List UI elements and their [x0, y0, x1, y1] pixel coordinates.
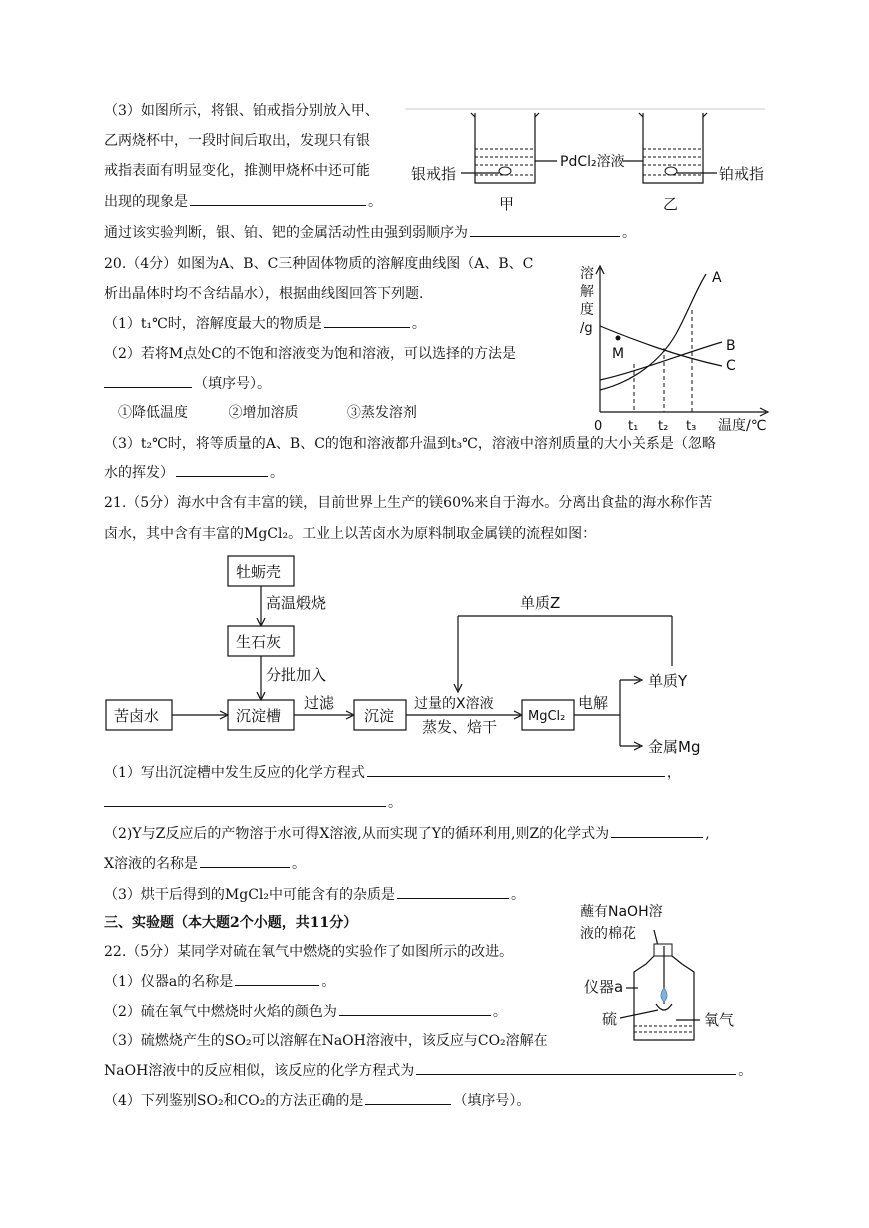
- flow-filter: 过滤: [304, 694, 335, 712]
- flowchart: [100, 550, 720, 760]
- flow-mgcl2: MgCl₂: [528, 709, 566, 724]
- beaker-figure: [405, 105, 770, 215]
- y-label-2: 解: [580, 284, 594, 300]
- answer-blank[interactable]: [200, 853, 290, 868]
- series-a-label: A: [712, 270, 722, 286]
- point-m: [616, 336, 621, 341]
- x-tick-t1: t₁: [628, 419, 639, 434]
- point-m-label: M: [612, 346, 625, 362]
- flow-mg: 金属Mg: [648, 738, 701, 756]
- q20-sub3-tail: 水的挥发）: [104, 465, 174, 481]
- q20-sub2-tail: （填序号）。: [194, 376, 271, 392]
- option-1: ①降低温度: [118, 405, 188, 421]
- q21-line2: 卤水，其中含有丰富的MgCl₂。工业上以苦卤水为原料制取金属镁的流程如图：: [104, 526, 597, 542]
- q20-sub2: （2）若将M点处C的不饱和溶液变为饱和溶液，可以选择的方法是: [104, 346, 516, 362]
- answer-blank[interactable]: [104, 792, 386, 807]
- answer-blank[interactable]: [190, 191, 366, 206]
- flow-brine: 苦卤水: [114, 707, 160, 725]
- pdcl2-label: PdCl₂溶液: [560, 154, 625, 170]
- q22-sub3: （3）硫燃烧产生的SO₂可以溶解在NaOH溶液中，该反应与CO₂溶解在: [104, 1033, 548, 1049]
- sulfur-label: 硫: [602, 1010, 618, 1028]
- silver-ring: [499, 167, 511, 175]
- flow-evap: 蒸发、焙干: [422, 718, 498, 736]
- flame-icon: [661, 988, 667, 1002]
- q21-sub2: （2)Y与Z反应后的产物溶于水可得X溶液,从而实现了Y的循环利用,则Z的化学式为: [104, 826, 610, 842]
- q20-line2: 析出晶体时均不含结晶水），根据曲线图回答下列题.: [104, 286, 424, 302]
- sulfur-spoon: [656, 1004, 672, 1010]
- answer-blank[interactable]: [397, 884, 509, 899]
- answer-blank[interactable]: [365, 1090, 451, 1105]
- answer-blank[interactable]: [104, 373, 192, 388]
- option-2: ②增加溶质: [228, 405, 299, 421]
- silver-ring-label: 银戒指: [411, 165, 457, 183]
- y-label-3: 度: [580, 302, 594, 318]
- series-c-label: C: [726, 358, 736, 374]
- q22-sub4: （4）下列鉴别SO₂和CO₂的方法正确的是: [104, 1093, 364, 1109]
- cotton-label-1: 蘸有NaOH溶: [580, 904, 663, 920]
- answer-blank[interactable]: [324, 313, 410, 328]
- section-3-title: 三、实验题（本大题2个小题，共11分）: [104, 915, 358, 931]
- beaker-jia-label: 甲: [499, 195, 515, 213]
- solubility-chart: [572, 262, 772, 434]
- q19-3-line5: 通过该实验判断，银、铂、钯的金属活动性由强到弱顺序为: [104, 225, 468, 241]
- flow-y: 单质Y: [648, 672, 688, 690]
- origin-label: 0: [594, 419, 603, 434]
- option-3: ③蒸发溶剂: [346, 405, 417, 421]
- sulfur-apparatus-figure: [576, 900, 766, 1050]
- flow-precip: 沉淀: [364, 707, 395, 725]
- q19-3-line2: 乙两烧杯中，一段时间后取出，发现只有银: [104, 133, 370, 149]
- flow-shell: 牡蛎壳: [236, 563, 282, 581]
- q20-line1: 20.（4分）如图为A、B、C三种固体物质的溶解度曲线图（A、B、C: [104, 256, 534, 272]
- flow-tank: 沉淀槽: [236, 707, 282, 725]
- flow-xsol: 过量的X溶液: [414, 696, 494, 712]
- flow-z: 单质Z: [520, 594, 561, 612]
- x-tick-t2: t₂: [658, 419, 669, 434]
- q22-line1: 22.（5分）某同学对硫在氧气中燃烧的实验作了如图所示的改进。: [104, 944, 514, 960]
- instrument-a-label: 仪器a: [584, 978, 624, 996]
- oxygen-label: 氧气: [704, 1011, 735, 1029]
- platinum-ring-label: 铂戒指: [719, 165, 765, 183]
- q22-sub3-tail: NaOH溶液中的反应相似，该反应的化学方程式为: [104, 1063, 415, 1079]
- platinum-ring: [665, 167, 677, 175]
- q20-sub1: （1）t₁℃时，溶解度最大的物质是: [104, 316, 322, 332]
- q21-sub1: （1）写出沉淀槽中发生反应的化学方程式: [104, 765, 365, 781]
- flow-lime: 生石灰: [236, 633, 282, 651]
- q22-sub2: （2）硫在氧气中燃烧时火焰的颜色为: [104, 1004, 337, 1020]
- series-b-label: B: [726, 338, 736, 354]
- q19-3-line1: （3）如图所示，将银、铂戒指分别放入甲、: [104, 103, 379, 119]
- beaker-yi-label: 乙: [663, 195, 679, 213]
- answer-blank[interactable]: [367, 762, 665, 777]
- flow-calcine: 高温煅烧: [266, 594, 327, 612]
- x-tick-t3: t₃: [686, 419, 697, 434]
- answer-blank[interactable]: [416, 1060, 736, 1075]
- q22-sub1: （1）仪器a的名称是: [104, 974, 234, 990]
- q19-3-line4: 出现的现象是: [104, 194, 188, 210]
- answer-blank[interactable]: [339, 1001, 491, 1016]
- q22-sub4-tail: （填序号）。: [453, 1093, 531, 1109]
- answer-blank[interactable]: [470, 222, 620, 237]
- q21-sub3: （3）烘干后得到的MgCl₂中可能含有的杂质是: [104, 887, 396, 903]
- answer-blank[interactable]: [176, 462, 268, 477]
- y-label-4: /g: [580, 321, 593, 336]
- y-label-1: 溶: [580, 266, 594, 282]
- q21-sub2-tail: X溶液的名称是: [104, 856, 198, 872]
- answer-blank[interactable]: [611, 823, 703, 838]
- answer-blank[interactable]: [235, 971, 319, 986]
- q21-line1: 21.（5分）海水中含有丰富的镁，目前世界上生产的镁60%来自于海水。分离出食盐的海水称作苦: [104, 495, 713, 511]
- cotton-label-2: 液的棉花: [580, 926, 636, 942]
- q20-sub3: （3）t₂℃时，将等质量的A、B、C的饱和溶液都升温到t₃℃，溶液中溶剂质量的大小关系是（忽略: [104, 436, 716, 452]
- q19-3-line3: 戒指表面有明显变化，推测甲烧杯中还可能: [104, 163, 370, 179]
- flow-elec: 电解: [578, 694, 609, 712]
- x-axis-label: 温度/℃: [718, 418, 767, 434]
- flow-batch: 分批加入: [266, 666, 327, 684]
